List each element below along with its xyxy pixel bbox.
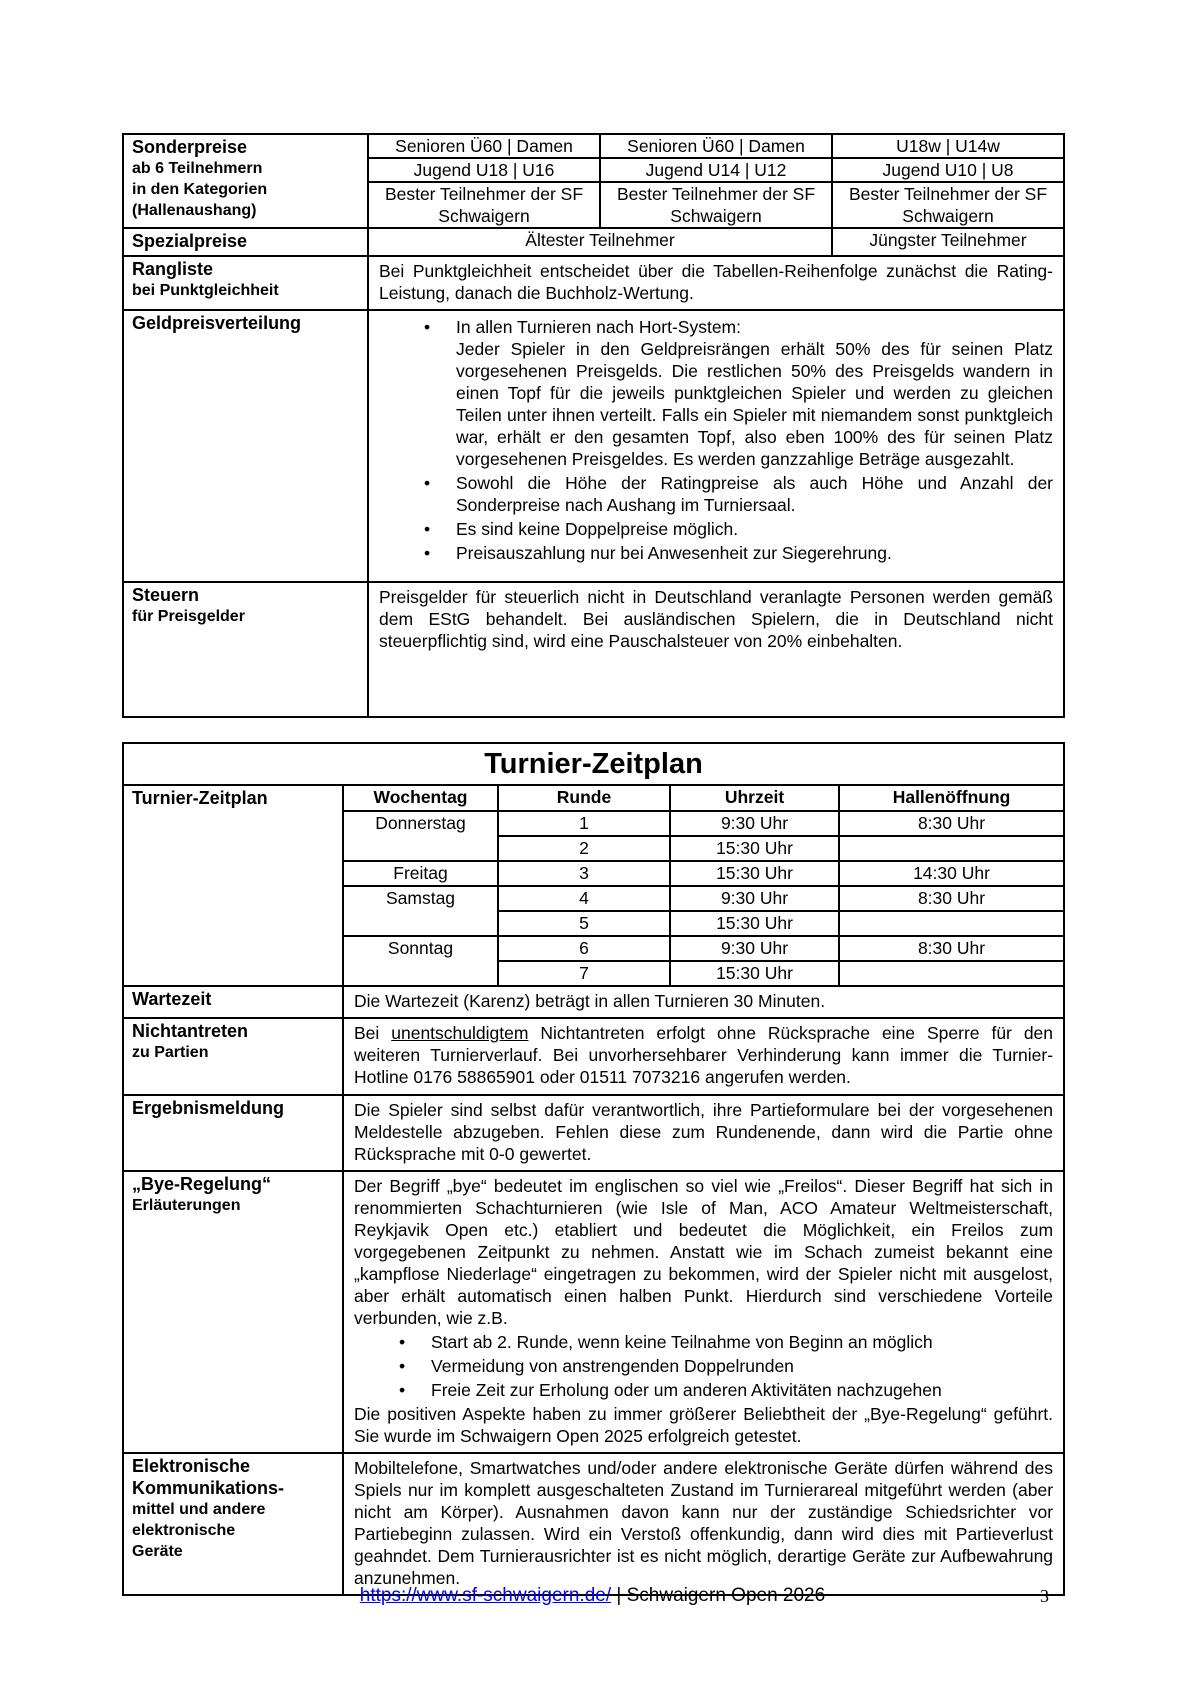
category-cell: Jugend U10 | U8 (832, 158, 1064, 182)
label-ergebnismeldung: Ergebnismeldung (123, 1095, 343, 1171)
label-wartezeit: Wartezeit (123, 986, 343, 1018)
website-link[interactable]: https://www.sf-schwaigern.de/ (359, 1585, 612, 1606)
column-header-hallenoeffnung: Hallenöffnung (839, 785, 1064, 811)
hall-open-cell (839, 961, 1064, 986)
day-cell: Sonntag (343, 936, 498, 986)
round-cell: 6 (498, 936, 670, 961)
wartezeit-text: Die Wartezeit (Karenz) beträgt in allen Turnieren 30 Minuten. (343, 986, 1064, 1018)
round-cell: 1 (498, 811, 670, 836)
nichtantreten-text-pre: Bei (354, 1023, 392, 1043)
day-cell: Freitag (343, 861, 498, 886)
page-number-container (122, 1586, 1063, 1607)
bye-bullet-list (354, 1331, 1053, 1401)
label-turnier-zeitplan: Turnier-Zeitplan (123, 785, 343, 986)
footer-separator: | (611, 1585, 627, 1606)
geldpreis-bullet-list (379, 316, 1053, 564)
label-sonderpreise-sub: (Hallenaushang) (132, 202, 257, 219)
hall-open-cell: 8:30 Uhr (839, 936, 1064, 961)
category-cell: U18w | U14w (832, 134, 1064, 158)
time-cell: 9:30 Uhr (670, 936, 839, 961)
category-cell: Senioren Ü60 | Damen (600, 134, 832, 158)
ergebnismeldung-text: Die Spieler sind selbst dafür verantwortlich, ihre Partieformulare bei der vorgesehenen Meldestelle abzugeben. Fehlen diese zum Rundenende, dann wird die Partie ohne Rücksprache mit 0-0 gewertet. (343, 1095, 1064, 1171)
time-cell: 9:30 Uhr (670, 886, 839, 911)
elektronik-text: Mobiltelefone, Smartwatches und/oder andere elektronische Geräte dürfen während des Spiels nur im komplett ausgeschalteten Zustand im Turnierareal mitgeführt werden (aber nicht am Körper). Ausnahmen davon kann nur der zuständige Schiedsrichter vor Partiebeginn zulassen. Wird ein Verstoß offenkundig, dann wird dies mit Partieverlust geahndet. Dem Turnierausrichter ist es nicht möglich, derartige Geräte zur Aufbewahrung anzunehmen. (343, 1453, 1064, 1595)
nichtantreten-text-post: Nichtantreten erfolgt ohne Rücksprache eine Sperre für den weiteren Turnierverlauf. Bei unvorhersehbarer Verhinderung kann immer die Turnier-Hotline 0176 58865901 oder 01511 7073216 angerufen werden. (354, 1023, 1054, 1087)
category-cell: Bester Teilnehmer der SF Schwaigern (832, 182, 1064, 228)
bullet-preisauszahlung: • Preisauszahlung nur bei Anwesenheit zur Siegerehrung. (456, 542, 1053, 564)
label-rangliste: Rangliste bei Punktgleichheit (123, 256, 368, 310)
spezialpreis-cell: Jüngster Teilnehmer (832, 228, 1064, 256)
label-sonderpreise-sub: ab 6 Teilnehmern (132, 160, 263, 177)
steuern-text: Preisgelder für steuerlich nicht in Deutschland veranlagte Personen werden gemäß dem EStG behandelt. Bei ausländischen Spielern, die in Deutschland nicht steuerpflichtig sind, wird eine Pauschalsteuer von 20% einbehalten. (368, 582, 1064, 717)
bye-regelung-text (343, 1171, 1064, 1453)
time-cell: 15:30 Uhr (670, 961, 839, 986)
category-cell: Senioren Ü60 | Damen (368, 134, 600, 158)
bullet-hort-system (456, 316, 1053, 470)
day-cell: Samstag (343, 886, 498, 936)
category-cell: Bester Teilnehmer der SF Schwaigern (368, 182, 600, 228)
time-cell: 15:30 Uhr (670, 861, 839, 886)
bye-intro: Der Begriff „bye“ bedeutet im englischen so viel wie „Freilos“. Dieser Begriff hat sich in renommierten Schachturnieren (wie Isle of Man, ACO Amateur Weltmeisterschaft, Reykjavik Open etc.) etabliert und bedeutet die Möglichkeit, ein Freilos zum vorgegebenen Zeitpunkt zu nehmen. Anstatt wie im Schach zumeist bekannt eine „kampflose Niederlage“ eingetragen zu bekommen, wird der Spieler nicht mit ausgelost, aber erhält automatisch einen halben Punkt. Hierdurch sind verschiedene Vorteile verbunden, wie z.B. (354, 1176, 1054, 1328)
bullet-start-runde-2: • Start ab 2. Runde, wenn keine Teilnahme von Beginn an möglich (431, 1331, 1053, 1353)
nichtantreten-text (343, 1018, 1064, 1095)
geldpreisverteilung-text (368, 310, 1064, 582)
round-cell: 5 (498, 911, 670, 936)
prizes-table (122, 133, 1065, 718)
column-header-wochentag: Wochentag (343, 785, 498, 811)
schedule-table (122, 742, 1065, 1596)
label-sonderpreise-main: Sonderpreise (132, 137, 248, 157)
column-header-runde: Runde (498, 785, 670, 811)
bullet-hort-body: Jeder Spieler in den Geldpreisrängen erhält 50% des für seinen Platz vorgesehenen Preisgelds. Die restlichen 50% des Preisgelds wandern in einen Topf für die jeweils punktgleichen Spieler und werden zu gleichen Teilen unter ihnen verteilt. Falls ein Spieler mit niemandem sonst punktgleich war, erhält er den gesamten Topf, also eben 100% des für seinen Platz vorgesehenen Preisgeldes. Es werden ganzzahlige Beträge ausgezahlt. (456, 339, 1053, 469)
bullet-doppelpreise: • Es sind keine Doppelpreise möglich. (456, 518, 1053, 540)
hall-open-cell (839, 911, 1064, 936)
hall-open-cell: 8:30 Uhr (839, 811, 1064, 836)
label-elektronische-geraete: Elektronische Kommunikations- mittel und andere elektronische Geräte (123, 1453, 343, 1595)
time-cell: 9:30 Uhr (670, 811, 839, 836)
bye-outro: Die positiven Aspekte haben zu immer größerer Beliebtheit der „Bye-Regelung“ geführt. Sie wurde im Schwaigern Open 2025 erfolgreich getestet. (354, 1404, 1054, 1446)
round-cell: 4 (498, 886, 670, 911)
bullet-ratingpreise: • Sowohl die Höhe der Ratingpreise als auch Höhe und Anzahl der Sonderpreise nach Aushang im Turniersaal. (456, 472, 1053, 516)
label-sonderpreise (123, 134, 368, 228)
label-spezialpreise: Spezialpreise (123, 228, 368, 256)
time-cell: 15:30 Uhr (670, 911, 839, 936)
page-number: 3 (1040, 1586, 1049, 1606)
label-nichtantreten: Nichtantreten zu Partien (123, 1018, 343, 1095)
label-sonderpreise-sub: in den Kategorien (132, 181, 268, 198)
label-steuern: Steuern für Preisgelder (123, 582, 368, 717)
schedule-table-wrapper (122, 742, 1065, 1596)
round-cell: 3 (498, 861, 670, 886)
bullet-hort-intro: • In allen Turnieren nach Hort-System: (456, 317, 741, 337)
column-header-uhrzeit: Uhrzeit (670, 785, 839, 811)
nichtantreten-text-underlined: unentschuldigtem (391, 1023, 529, 1043)
hall-open-cell: 8:30 Uhr (839, 886, 1064, 911)
bullet-doppelrunden: • Vermeidung von anstrengenden Doppelrunden (431, 1355, 1053, 1377)
schedule-title: Turnier-Zeitplan (123, 743, 1064, 785)
category-cell: Bester Teilnehmer der SF Schwaigern (600, 182, 832, 228)
label-bye-regelung: „Bye-Regelung“ Erläuterungen (123, 1171, 343, 1453)
footer-doc-title: Schwaigern Open 2026 (626, 1585, 826, 1606)
round-cell: 2 (498, 836, 670, 861)
hall-open-cell (839, 836, 1064, 861)
hall-open-cell: 14:30 Uhr (839, 861, 1064, 886)
prizes-table-wrapper (122, 133, 1065, 718)
spezialpreis-cell: Ältester Teilnehmer (368, 228, 832, 256)
round-cell: 7 (498, 961, 670, 986)
day-cell: Donnerstag (343, 811, 498, 861)
category-cell: Jugend U18 | U16 (368, 158, 600, 182)
label-geldpreisverteilung: Geldpreisverteilung (123, 310, 368, 582)
category-cell: Jugend U14 | U12 (600, 158, 832, 182)
bullet-freie-zeit: • Freie Zeit zur Erholung oder um anderen Aktivitäten nachzugehen (431, 1379, 1053, 1401)
rangliste-text: Bei Punktgleichheit entscheidet über die Tabellen-Reihenfolge zunächst die Rating-Leistung, danach die Buchholz-Wertung. (368, 256, 1064, 310)
time-cell: 15:30 Uhr (670, 836, 839, 861)
